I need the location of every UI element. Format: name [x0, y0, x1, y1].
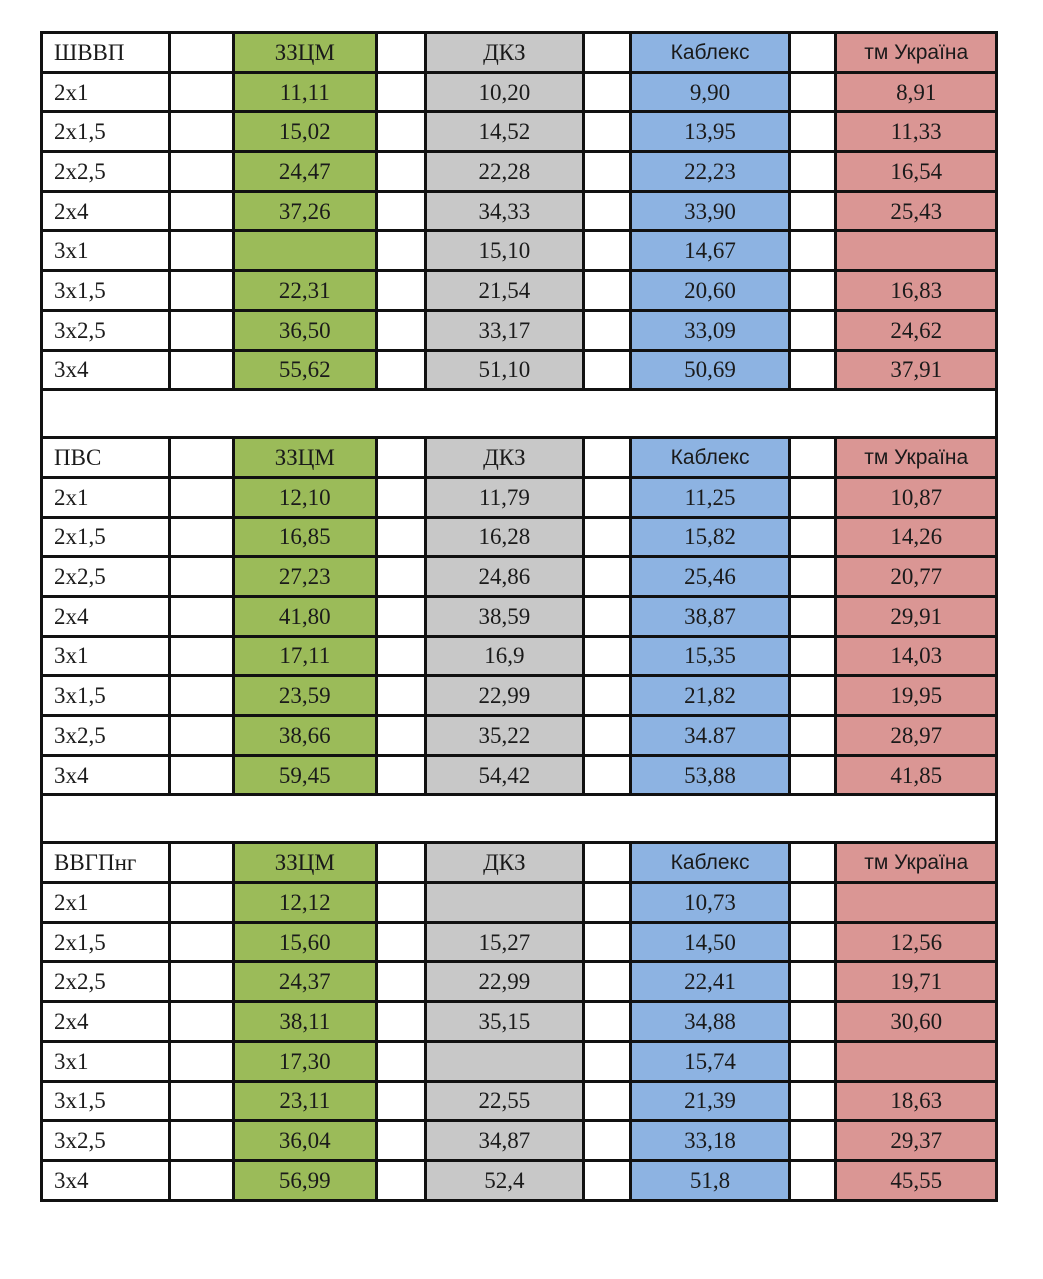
spacer-cell [583, 883, 630, 923]
spacer-cell [377, 716, 426, 756]
price-cell-ukraina: 8,91 [836, 72, 997, 112]
spacer-cell [170, 1121, 233, 1161]
table-row [42, 231, 997, 271]
cable-size-label: 3х4 [42, 1160, 170, 1200]
price-cell-dkz: 54,42 [426, 755, 583, 795]
price-cell-kablex: 11,25 [630, 477, 790, 517]
cable-size-label: 2х1 [42, 477, 170, 517]
price-cell-ukraina: 18,63 [836, 1081, 997, 1121]
spacer-cell [170, 755, 233, 795]
price-cell-ukraina [836, 1041, 997, 1081]
spacer-cell [583, 477, 630, 517]
spacer-cell [790, 1002, 836, 1042]
spacer-cell [583, 676, 630, 716]
price-cell-zzcm: 15,02 [233, 112, 376, 152]
cable-size-label: 2х4 [42, 1002, 170, 1042]
price-cell-kablex: 25,46 [630, 557, 790, 597]
price-cell-zzcm: 36,50 [233, 310, 376, 350]
table-row [42, 112, 997, 152]
spacer-cell [583, 962, 630, 1002]
price-cell-ukraina: 19,95 [836, 676, 997, 716]
price-cell-kablex: 34,88 [630, 1002, 790, 1042]
spacer-cell [790, 557, 836, 597]
cable-size-label: 2х2,5 [42, 962, 170, 1002]
price-cell-ukraina: 41,85 [836, 755, 997, 795]
spacer-cell [583, 1041, 630, 1081]
cable-size-label: 3х1 [42, 1041, 170, 1081]
spacer-cell [790, 231, 836, 271]
price-cell-dkz: 16,9 [426, 636, 583, 676]
price-cell-kablex: 50,69 [630, 350, 790, 390]
price-cell-ukraina: 14,03 [836, 636, 997, 676]
spacer-cell [377, 310, 426, 350]
spacer-cell [583, 271, 630, 311]
spacer-cell [377, 883, 426, 923]
price-cell-dkz: 52,4 [426, 1160, 583, 1200]
spacer-cell [170, 33, 233, 73]
column-header-zzcm: ЗЗЦМ [233, 33, 376, 73]
spacer-cell [170, 1002, 233, 1042]
price-cell-kablex: 33,90 [630, 191, 790, 231]
cable-size-label: 2х4 [42, 191, 170, 231]
spacer-cell [790, 438, 836, 478]
table-row [42, 1121, 997, 1161]
cable-price-table [40, 31, 998, 1202]
price-cell-dkz: 15,10 [426, 231, 583, 271]
spacer-cell [583, 596, 630, 636]
price-cell-ukraina: 28,97 [836, 716, 997, 756]
price-cell-dkz: 35,22 [426, 716, 583, 756]
price-cell-kablex: 20,60 [630, 271, 790, 311]
table-row [42, 962, 997, 1002]
table-row [42, 716, 997, 756]
price-cell-zzcm: 24,47 [233, 152, 376, 192]
spacer-cell [170, 676, 233, 716]
column-header-ukraina: тм Україна [836, 438, 997, 478]
spacer-cell [583, 636, 630, 676]
spacer-cell [377, 962, 426, 1002]
price-cell-zzcm: 12,10 [233, 477, 376, 517]
table-row [42, 1160, 997, 1200]
price-cell-ukraina: 20,77 [836, 557, 997, 597]
price-cell-zzcm: 16,85 [233, 517, 376, 557]
price-cell-dkz: 22,55 [426, 1081, 583, 1121]
price-cell-dkz: 15,27 [426, 922, 583, 962]
spacer-cell [790, 922, 836, 962]
spacer-cell [377, 350, 426, 390]
price-cell-zzcm: 17,30 [233, 1041, 376, 1081]
price-cell-zzcm [233, 231, 376, 271]
spacer-cell [377, 755, 426, 795]
price-cell-ukraina: 25,43 [836, 191, 997, 231]
spacer-cell [170, 231, 233, 271]
spacer-cell [790, 517, 836, 557]
spacer-cell [377, 438, 426, 478]
section-header-row [42, 33, 997, 73]
spacer-cell [377, 843, 426, 883]
spacer-cell [583, 1081, 630, 1121]
table-row [42, 477, 997, 517]
table-row [42, 350, 997, 390]
price-cell-kablex: 33,09 [630, 310, 790, 350]
price-cell-ukraina: 37,91 [836, 350, 997, 390]
price-cell-ukraina: 30,60 [836, 1002, 997, 1042]
cable-size-label: 3х1,5 [42, 676, 170, 716]
spacer-cell [377, 33, 426, 73]
table-row [42, 271, 997, 311]
cable-size-label: 3х2,5 [42, 716, 170, 756]
table-row [42, 152, 997, 192]
spacer-cell [790, 883, 836, 923]
spacer-cell [790, 843, 836, 883]
spacer-cell [790, 636, 836, 676]
spacer-cell [377, 72, 426, 112]
cable-size-label: 3х1 [42, 636, 170, 676]
table-row [42, 191, 997, 231]
spacer-cell [377, 922, 426, 962]
price-cell-ukraina: 45,55 [836, 1160, 997, 1200]
price-cell-kablex: 15,35 [630, 636, 790, 676]
spacer-cell [583, 843, 630, 883]
cable-size-label: 3х4 [42, 755, 170, 795]
price-cell-dkz [426, 883, 583, 923]
cable-size-label: 3х1,5 [42, 271, 170, 311]
column-header-ukraina: тм Україна [836, 33, 997, 73]
spacer-cell [170, 271, 233, 311]
price-cell-kablex: 51,8 [630, 1160, 790, 1200]
price-cell-ukraina: 24,62 [836, 310, 997, 350]
section-separator [42, 390, 997, 438]
price-cell-kablex: 22,23 [630, 152, 790, 192]
cable-size-label: 2х1,5 [42, 922, 170, 962]
spacer-cell [583, 152, 630, 192]
spacer-cell [790, 1121, 836, 1161]
spacer-cell [583, 1121, 630, 1161]
price-cell-dkz: 34,33 [426, 191, 583, 231]
price-cell-kablex: 15,74 [630, 1041, 790, 1081]
table-row [42, 1081, 997, 1121]
table-row [42, 517, 997, 557]
spacer-cell [170, 557, 233, 597]
spacer-cell [170, 350, 233, 390]
cable-size-label: 2х2,5 [42, 557, 170, 597]
spacer-cell [377, 1121, 426, 1161]
price-cell-dkz: 21,54 [426, 271, 583, 311]
price-cell-dkz: 38,59 [426, 596, 583, 636]
section-separator [42, 795, 997, 843]
price-cell-dkz: 16,28 [426, 517, 583, 557]
price-cell-dkz: 14,52 [426, 112, 583, 152]
spacer-cell [377, 231, 426, 271]
spacer-cell [170, 1041, 233, 1081]
column-header-dkz: ДКЗ [426, 33, 583, 73]
price-cell-dkz: 10,20 [426, 72, 583, 112]
spacer-cell [583, 350, 630, 390]
spacer-cell [377, 152, 426, 192]
spacer-cell [170, 922, 233, 962]
price-cell-zzcm: 41,80 [233, 596, 376, 636]
table-row [42, 1041, 997, 1081]
spacer-cell [377, 112, 426, 152]
price-cell-zzcm: 15,60 [233, 922, 376, 962]
spacer-cell [170, 636, 233, 676]
price-cell-zzcm: 17,11 [233, 636, 376, 676]
spacer-cell [790, 152, 836, 192]
spacer-cell [583, 191, 630, 231]
spacer-cell [377, 676, 426, 716]
price-cell-zzcm: 27,23 [233, 557, 376, 597]
price-cell-dkz: 24,86 [426, 557, 583, 597]
section-separator-row [42, 390, 997, 438]
price-cell-dkz: 22,99 [426, 962, 583, 1002]
spacer-cell [170, 72, 233, 112]
spacer-cell [790, 1160, 836, 1200]
spacer-cell [583, 231, 630, 271]
column-header-kablex: Каблекс [630, 438, 790, 478]
spacer-cell [790, 676, 836, 716]
price-cell-zzcm: 38,66 [233, 716, 376, 756]
price-cell-kablex: 15,82 [630, 517, 790, 557]
spacer-cell [583, 557, 630, 597]
table-row [42, 310, 997, 350]
table-row [42, 676, 997, 716]
spacer-cell [583, 517, 630, 557]
spacer-cell [377, 271, 426, 311]
price-cell-kablex: 53,88 [630, 755, 790, 795]
cable-size-label: 2х1 [42, 72, 170, 112]
price-cell-dkz: 22,28 [426, 152, 583, 192]
section-title: ВВГПнг [42, 843, 170, 883]
column-header-kablex: Каблекс [630, 843, 790, 883]
spacer-cell [583, 112, 630, 152]
cable-size-label: 2х1 [42, 883, 170, 923]
price-cell-zzcm: 23,59 [233, 676, 376, 716]
price-cell-zzcm: 12,12 [233, 883, 376, 923]
spacer-cell [377, 477, 426, 517]
column-header-kablex: Каблекс [630, 33, 790, 73]
spacer-cell [790, 310, 836, 350]
cable-size-label: 3х1,5 [42, 1081, 170, 1121]
spacer-cell [170, 716, 233, 756]
spacer-cell [790, 477, 836, 517]
section-header-row [42, 843, 997, 883]
spacer-cell [583, 438, 630, 478]
spacer-cell [170, 152, 233, 192]
price-cell-dkz: 22,99 [426, 676, 583, 716]
spacer-cell [170, 191, 233, 231]
table-row [42, 72, 997, 112]
spacer-cell [170, 596, 233, 636]
price-cell-ukraina: 29,91 [836, 596, 997, 636]
table-row [42, 1002, 997, 1042]
price-cell-ukraina: 10,87 [836, 477, 997, 517]
column-header-zzcm: ЗЗЦМ [233, 843, 376, 883]
spacer-cell [170, 438, 233, 478]
spacer-cell [377, 1002, 426, 1042]
spacer-cell [377, 1081, 426, 1121]
spacer-cell [170, 310, 233, 350]
spacer-cell [583, 716, 630, 756]
spacer-cell [377, 557, 426, 597]
column-header-dkz: ДКЗ [426, 438, 583, 478]
spacer-cell [170, 962, 233, 1002]
price-cell-dkz: 51,10 [426, 350, 583, 390]
cable-size-label: 3х1 [42, 231, 170, 271]
spacer-cell [170, 477, 233, 517]
spacer-cell [583, 310, 630, 350]
section-title: ПВС [42, 438, 170, 478]
column-header-ukraina: тм Україна [836, 843, 997, 883]
spacer-cell [790, 1041, 836, 1081]
cable-size-label: 3х4 [42, 350, 170, 390]
cable-size-label: 3х2,5 [42, 1121, 170, 1161]
spacer-cell [790, 962, 836, 1002]
price-cell-ukraina: 16,54 [836, 152, 997, 192]
spacer-cell [790, 755, 836, 795]
cable-size-label: 3х2,5 [42, 310, 170, 350]
spacer-cell [790, 716, 836, 756]
spacer-cell [170, 843, 233, 883]
price-cell-kablex: 14,67 [630, 231, 790, 271]
column-header-dkz: ДКЗ [426, 843, 583, 883]
spacer-cell [377, 191, 426, 231]
column-header-zzcm: ЗЗЦМ [233, 438, 376, 478]
price-cell-zzcm: 59,45 [233, 755, 376, 795]
spacer-cell [377, 517, 426, 557]
price-cell-zzcm: 37,26 [233, 191, 376, 231]
spacer-cell [583, 1160, 630, 1200]
spacer-cell [583, 922, 630, 962]
price-cell-dkz [426, 1041, 583, 1081]
price-cell-kablex: 14,50 [630, 922, 790, 962]
price-cell-dkz: 33,17 [426, 310, 583, 350]
table-row [42, 755, 997, 795]
spacer-cell [790, 191, 836, 231]
spacer-cell [790, 596, 836, 636]
price-cell-kablex: 33,18 [630, 1121, 790, 1161]
spacer-cell [790, 112, 836, 152]
table-row [42, 557, 997, 597]
price-cell-ukraina: 14,26 [836, 517, 997, 557]
price-cell-zzcm: 36,04 [233, 1121, 376, 1161]
spacer-cell [170, 1160, 233, 1200]
section-separator-row [42, 795, 997, 843]
spacer-cell [377, 636, 426, 676]
price-cell-dkz: 35,15 [426, 1002, 583, 1042]
price-cell-ukraina: 19,71 [836, 962, 997, 1002]
price-cell-ukraina [836, 883, 997, 923]
spacer-cell [170, 517, 233, 557]
spacer-cell [583, 72, 630, 112]
spacer-cell [790, 33, 836, 73]
spacer-cell [790, 72, 836, 112]
price-cell-kablex: 34.87 [630, 716, 790, 756]
cable-size-label: 2х2,5 [42, 152, 170, 192]
price-cell-dkz: 11,79 [426, 477, 583, 517]
cable-size-label: 2х1,5 [42, 112, 170, 152]
spacer-cell [170, 883, 233, 923]
price-cell-dkz: 34,87 [426, 1121, 583, 1161]
price-cell-zzcm: 23,11 [233, 1081, 376, 1121]
table-row [42, 922, 997, 962]
table-row [42, 636, 997, 676]
price-cell-kablex: 9,90 [630, 72, 790, 112]
spacer-cell [170, 112, 233, 152]
price-cell-kablex: 22,41 [630, 962, 790, 1002]
price-cell-ukraina: 11,33 [836, 112, 997, 152]
section-title: ШВВП [42, 33, 170, 73]
cable-size-label: 2х1,5 [42, 517, 170, 557]
price-cell-kablex: 21,39 [630, 1081, 790, 1121]
price-cell-ukraina: 29,37 [836, 1121, 997, 1161]
section-header-row [42, 438, 997, 478]
price-cell-kablex: 10,73 [630, 883, 790, 923]
table-row [42, 596, 997, 636]
spacer-cell [377, 596, 426, 636]
spacer-cell [583, 1002, 630, 1042]
spacer-cell [790, 271, 836, 311]
price-cell-zzcm: 55,62 [233, 350, 376, 390]
spacer-cell [790, 350, 836, 390]
price-cell-ukraina [836, 231, 997, 271]
spacer-cell [583, 755, 630, 795]
price-cell-kablex: 38,87 [630, 596, 790, 636]
cable-size-label: 2х4 [42, 596, 170, 636]
spacer-cell [377, 1160, 426, 1200]
spacer-cell [790, 1081, 836, 1121]
price-cell-zzcm: 38,11 [233, 1002, 376, 1042]
spacer-cell [583, 33, 630, 73]
table-row [42, 883, 997, 923]
price-cell-zzcm: 22,31 [233, 271, 376, 311]
price-cell-zzcm: 56,99 [233, 1160, 376, 1200]
price-cell-zzcm: 11,11 [233, 72, 376, 112]
price-cell-kablex: 13,95 [630, 112, 790, 152]
price-cell-ukraina: 16,83 [836, 271, 997, 311]
price-cell-kablex: 21,82 [630, 676, 790, 716]
price-cell-ukraina: 12,56 [836, 922, 997, 962]
spacer-cell [377, 1041, 426, 1081]
price-cell-zzcm: 24,37 [233, 962, 376, 1002]
spacer-cell [170, 1081, 233, 1121]
